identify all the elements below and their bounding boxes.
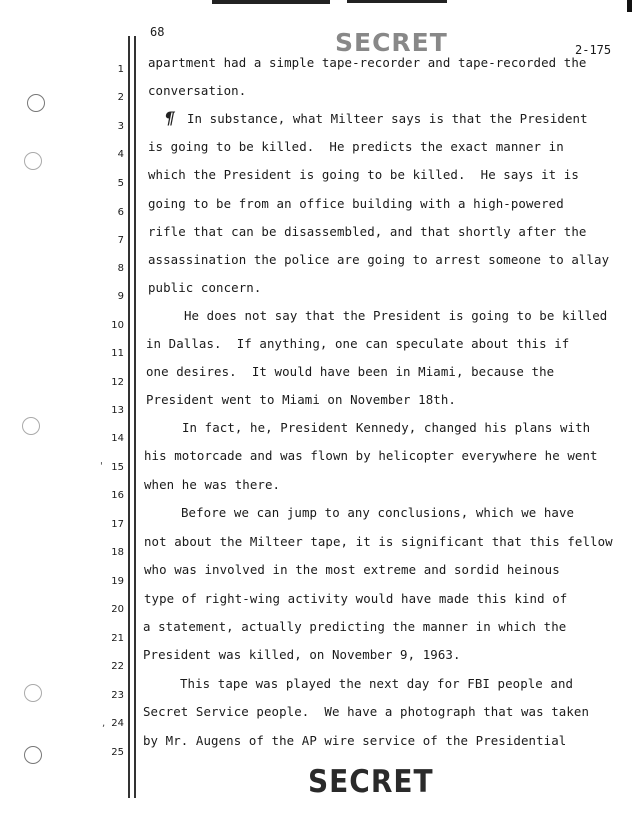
redaction-strike [212, 0, 330, 4]
line-number: 2 [117, 92, 124, 103]
line-number: 3 [117, 121, 124, 132]
punch-hole-icon [22, 417, 40, 435]
line-number: 24 [111, 718, 124, 729]
line-number: 14 [111, 433, 124, 444]
document-reference: 2-175 [575, 43, 612, 57]
page-number: 68 [150, 25, 165, 39]
margin-rule [128, 36, 130, 798]
line-number: 9 [117, 291, 124, 302]
transcript-line: President went to Miami on November 18th. [146, 392, 456, 407]
line-number: 23 [111, 690, 124, 701]
punch-hole-icon [27, 94, 45, 112]
transcript-line: not about the Milteer tape, it is significant that this fellow [144, 534, 613, 549]
line-number: 7 [117, 235, 124, 246]
line-number: 15 [111, 462, 124, 473]
transcript-line: In substance, what Milteer says is that the President [187, 111, 588, 126]
punch-hole-icon [24, 152, 42, 170]
secret-stamp-top: SECRET [335, 28, 448, 57]
line-number: 8 [117, 263, 124, 274]
margin-mark: ' [100, 461, 103, 472]
line-number: 5 [117, 178, 124, 189]
line-number: 11 [111, 348, 124, 359]
line-number: 12 [111, 377, 124, 388]
transcript-line: This tape was played the next day for FBI people and [180, 676, 574, 691]
transcript-line: conversation. [148, 83, 247, 98]
transcript-line: in Dallas. If anything, one can speculate about this if [146, 336, 570, 351]
line-number: 1 [117, 64, 124, 75]
transcript-line: one desires. It would have been in Miami, because the [146, 364, 555, 379]
transcript-line: going to be from an office building with a high-powered [148, 196, 564, 211]
line-number: 22 [111, 661, 124, 672]
transcript-line: is going to be killed. He predicts the exact manner in [148, 139, 564, 154]
transcript-line: President was killed, on November 9, 1963. [143, 647, 461, 662]
transcript-line: who was involved in the most extreme and sordid heinous [144, 562, 560, 577]
line-number: 17 [111, 519, 124, 530]
transcript-line: when he was there. [144, 477, 281, 492]
line-number: 16 [111, 490, 124, 501]
paragraph-mark-icon: ¶ [164, 109, 175, 129]
line-number: 6 [117, 207, 124, 218]
line-number: 18 [111, 547, 124, 558]
transcript-line: In fact, he, President Kennedy, changed his plans with [182, 420, 591, 435]
transcript-line: public concern. [148, 280, 262, 295]
margin-mark: , [102, 718, 106, 729]
transcript-line: Before we can jump to any conclusions, which we have [181, 505, 575, 520]
transcript-line: He does not say that the President is going to be killed [184, 308, 608, 323]
transcript-line: rifle that can be disassembled, and that shortly after the [148, 224, 587, 239]
edge-mark [627, 0, 632, 12]
line-number: 21 [111, 633, 124, 644]
transcript-line: his motorcade and was flown by helicopter everywhere he went [144, 448, 598, 463]
redaction-strike [347, 0, 447, 3]
punch-hole-icon [24, 684, 42, 702]
transcript-line: Secret Service people. We have a photograph that was taken [143, 704, 590, 719]
line-number: 19 [111, 576, 124, 587]
transcript-line: assassination the police are going to arrest someone to allay [148, 252, 610, 267]
transcript-line: apartment had a simple tape-recorder and tape-recorded the [148, 55, 587, 70]
transcript-line: a statement, actually predicting the manner in which the [143, 619, 567, 634]
transcript-line: by Mr. Augens of the AP wire service of the Presidential [143, 733, 567, 748]
punch-hole-icon [24, 746, 42, 764]
line-number: 13 [111, 405, 124, 416]
line-number: 4 [117, 149, 124, 160]
transcript-line: type of right-wing activity would have made this kind of [144, 591, 568, 606]
line-number: 10 [111, 320, 124, 331]
margin-rule [134, 36, 136, 798]
line-number: 20 [111, 604, 124, 615]
secret-stamp-bottom: SECRET [308, 763, 434, 800]
transcript-line: which the President is going to be killed. He says it is [148, 167, 579, 182]
line-number: 25 [111, 747, 124, 758]
